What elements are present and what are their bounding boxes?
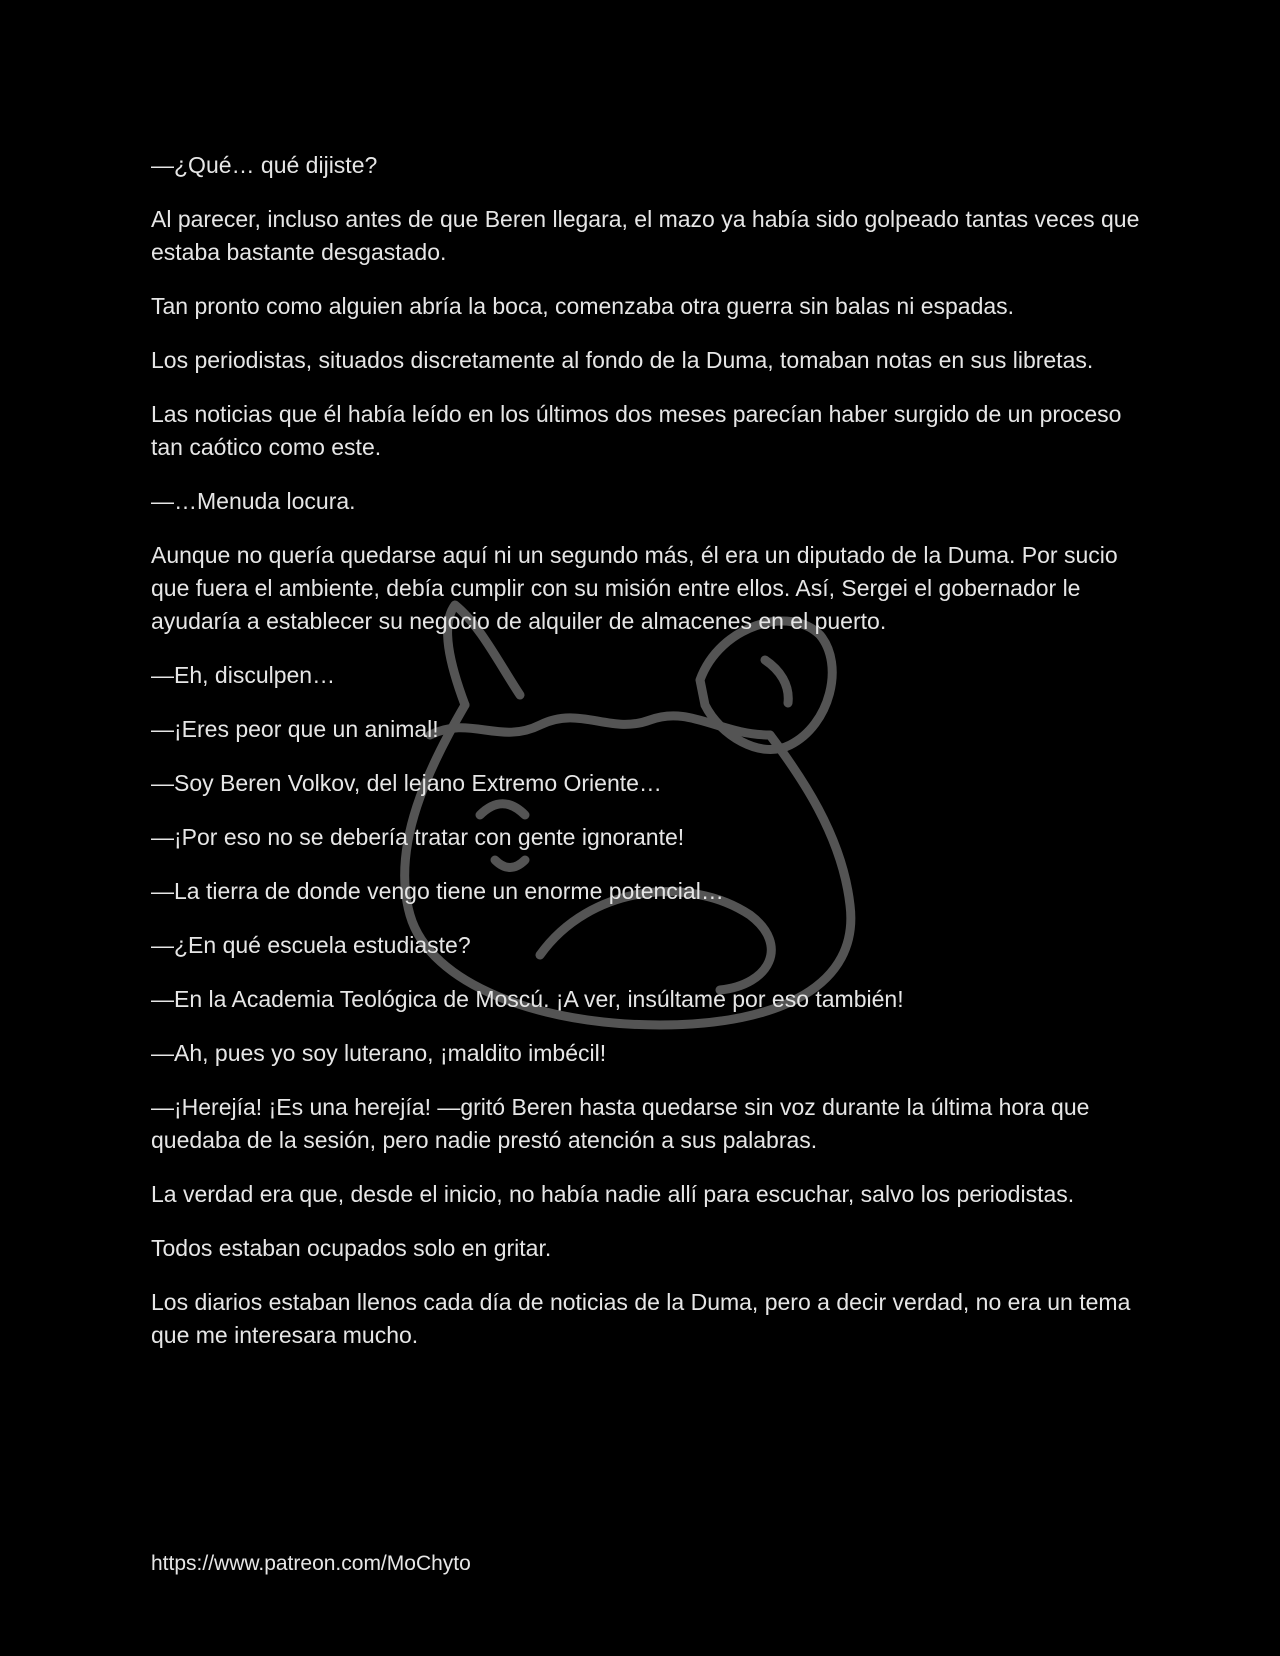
paragraph: —Soy Beren Volkov, del lejano Extremo Oriente… <box>151 770 662 796</box>
paragraph: Todos estaban ocupados solo en gritar. <box>151 1235 552 1261</box>
paragraph: —Eh, disculpen… <box>151 662 336 688</box>
text-body <box>151 149 1141 1373</box>
paragraph: —¡Eres peor que un animal! <box>151 716 439 742</box>
paragraph: Los periodistas, situados discretamente al fondo de la Duma, tomaban notas en sus libretas. <box>151 347 1094 373</box>
paragraph: —La tierra de donde vengo tiene un enorme potencial… <box>151 878 724 904</box>
paragraph: —Ah, pues yo soy luterano, ¡maldito imbécil! <box>151 1040 607 1066</box>
paragraph: —¡Por eso no se debería tratar con gente ignorante! <box>151 824 685 850</box>
paragraph: Tan pronto como alguien abría la boca, comenzaba otra guerra sin balas ni espadas. <box>151 293 1015 319</box>
paragraph: Los diarios estaban llenos cada día de noticias de la Duma, pero a decir verdad, no era un tema que me interesara mucho. <box>151 1289 1131 1348</box>
paragraph: Aunque no quería quedarse aquí ni un segundo más, él era un diputado de la Duma. Por sucio que fuera el ambiente, debía cumplir con su misión entre ellos. Así, Sergei el gobernador le ayudaría a establecer su negocio de alquiler de almacenes en el puerto. <box>151 542 1118 634</box>
paragraph: La verdad era que, desde el inicio, no había nadie allí para escuchar, salvo los periodistas. <box>151 1181 1075 1207</box>
paragraph: —¡Herejía! ¡Es una herejía! —gritó Beren hasta quedarse sin voz durante la última hora que quedaba de la sesión, pero nadie prestó atención a sus palabras. <box>151 1094 1090 1153</box>
paragraph: —En la Academia Teológica de Moscú. ¡A ver, insúltame por eso también! <box>151 986 904 1012</box>
patreon-link[interactable]: https://www.patreon.com/MoChyto <box>151 1552 471 1575</box>
paragraph: —…Menuda locura. <box>151 488 356 514</box>
paragraph: Al parecer, incluso antes de que Beren llegara, el mazo ya había sido golpeado tantas veces que estaba bastante desgastado. <box>151 206 1140 265</box>
paragraph: —¿Qué… qué dijiste? <box>151 152 378 178</box>
paragraph: Las noticias que él había leído en los últimos dos meses parecían haber surgido de un proceso tan caótico como este. <box>151 401 1122 460</box>
paragraph: —¿En qué escuela estudiaste? <box>151 932 471 958</box>
